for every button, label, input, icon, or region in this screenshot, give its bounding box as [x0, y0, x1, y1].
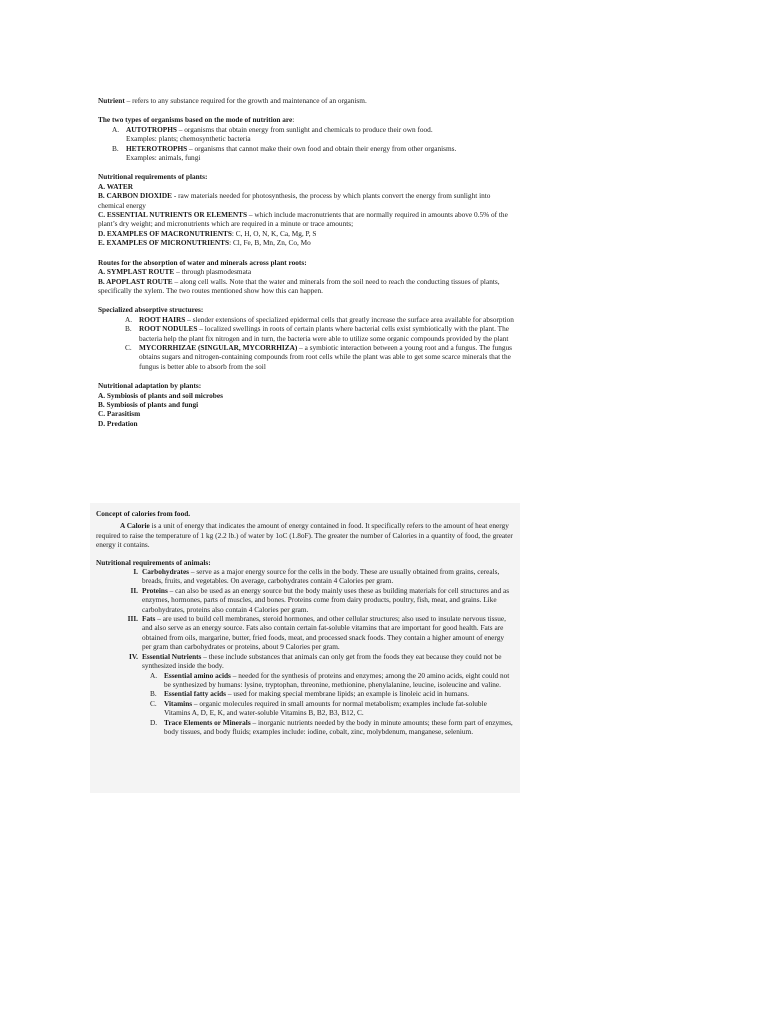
term-apoplast: B. APOPLAST ROUTE: [98, 276, 173, 286]
nutrient-term: Nutrient: [98, 96, 125, 105]
list-item-root-hairs: [98, 315, 514, 324]
list-item-trace-elements: [96, 718, 514, 737]
route-symplast: [98, 267, 514, 276]
req-water: A. WATER: [98, 181, 134, 191]
term-amino-acids: Essential amino acids: [164, 670, 231, 680]
routes-section: [98, 258, 514, 296]
list-item-root-nodules: [98, 324, 514, 343]
examples-autotrophs: Examples: plants; chemosynthetic bacteria: [126, 134, 251, 144]
list-item-essential-nutrients: [96, 652, 514, 671]
term-calorie: A Calorie: [120, 521, 150, 531]
animal-requirements-list: [96, 567, 514, 670]
def-proteins: – can also be used as an energy source but the body mainly uses these as building materials for cell structures and as enzymes, hormones, parts of muscles, and bones. Proteins come from dairy products, poultry, fish, meat, and grains. Like carbohydrates, proteins also contain 4 Calories per gram.: [142, 585, 510, 614]
def-essential: – which include macronutrients that are normally required in amounts above 0.5% of the plant’s dry weight; and micronutrients which are required in a minute or trace amounts;: [98, 210, 508, 229]
list-label: A.: [150, 670, 158, 680]
list-item-autotrophs: [98, 125, 514, 144]
route-apoplast: [98, 277, 514, 296]
absorptive-heading: Specialized absorptive structures:: [98, 305, 204, 315]
term-macro: D. EXAMPLES OF MACRONUTRIENTS: [98, 228, 232, 238]
def-trace-elements: – inorganic nutrients needed by the body in minute amounts; these form part of enzymes, body tissues, and body fluids; examples include: iodine, cobalt, zinc, molybdenum, manganese, selenium.: [164, 717, 513, 736]
list-item-amino-acids: [96, 671, 514, 690]
list-item-proteins: [96, 586, 514, 614]
def-root-nodules: – localized swellings in roots of certain plants where bacterial cells exist symbiotically with the plant. The bacteria help the plant fix nitrogen and in turn, the bacteria were able to utilize some organic compounds provided by the plant: [139, 324, 509, 343]
def-carbohydrates: – serve as a major energy source for the cells in the body. These are usually obtained from grains, cereals, breads, fruits, and vegetables. On average, carbohydrates contain 4 Calories per gram.: [142, 567, 500, 586]
nutrient-def: – refers to any substance required for the growth and maintenance of an organism.: [124, 96, 367, 105]
document-page-1: [98, 96, 514, 438]
term-trace-elements: Trace Elements or Minerals: [164, 717, 251, 727]
plant-requirements-heading: Nutritional requirements of plants:: [98, 172, 208, 182]
adaptation-heading: Nutritional adaptation by plants:: [98, 381, 202, 391]
def-symplast: – through plasmodesmata: [174, 267, 252, 277]
term-proteins: Proteins: [142, 585, 168, 595]
term-essential: C. ESSENTIAL NUTRIENTS OR ELEMENTS: [98, 210, 248, 220]
term-autotrophs: AUTOTROPHS: [126, 124, 177, 134]
plant-requirements-section: [98, 172, 514, 247]
req-co2: [98, 191, 514, 210]
def-amino-acids: – needed for the synthesis of proteins and enzymes; among the 20 amino acids, eight could not be synthesized by humans: lysine, tryptophan, threonine, methionine, phenylalanine, leucine, isoleucine and valine.: [164, 670, 510, 689]
list-label: A.: [112, 124, 120, 134]
def-micro: : Cl, Fe, B, Mn, Zn, Co, Mo: [229, 238, 311, 248]
list-item-fats: [96, 614, 514, 652]
def-macro: : C, H, O, N, K, Ca, Mg, P, S: [231, 228, 317, 238]
term-co2: B. CARBON DIOXIDE: [98, 191, 172, 201]
list-item-heterotrophs: [98, 144, 514, 163]
list-label: D.: [150, 717, 158, 727]
adaptation-item: A. Symbiosis of plants and soil microbes: [98, 390, 223, 400]
adaptation-item: D. Predation: [98, 418, 138, 428]
list-label: B.: [112, 143, 119, 153]
term-mycorrhizae: MYCORRHIZAE (SINGULAR, MYCORRHIZA): [139, 342, 298, 352]
examples-heterotrophs: Examples: animals, fungi: [126, 153, 201, 163]
list-item-mycorrhizae: [98, 343, 514, 371]
def-vitamins: – organic molecules required in small amounts for normal metabolism; examples include fat-soluble Vitamins A, D, E, K, and water-soluble Vitamins B, B2, B3, B12, C.: [164, 698, 487, 718]
def-fatty-acids: – used for making special membrane lipids; an example is linoleic acid in humans.: [226, 689, 469, 699]
document-page-2: [90, 503, 520, 793]
list-label: II.: [130, 585, 138, 595]
def-root-hairs: – slender extensions of specialized epidermal cells that greatly increase the surface area available for absorption: [185, 314, 514, 324]
req-essential: [98, 210, 514, 229]
term-fats: Fats: [142, 614, 156, 624]
term-root-hairs: ROOT HAIRS: [139, 314, 186, 324]
list-label: C.: [125, 342, 132, 352]
essential-nutrients-sublist: [96, 671, 514, 737]
list-item-vitamins: [96, 699, 514, 718]
def-autotrophs: – organisms that obtain energy from sunlight and chemicals to produce their own food.: [176, 124, 433, 134]
def-mycorrhizae: – a symbiotic interaction between a young root and a fungus. The fungus obtains sugars and nitrogen-containing compounds from root cells while the plant was able to get some scarce minerals that the fungus is better able to absorb from the soil: [139, 342, 512, 371]
def-essential-nutrients: – these include substances that animals can only get from the foods they eat because they could not be synthesized inside the body.: [142, 651, 502, 671]
def-calorie: is a unit of energy that indicates the amount of energy contained in food. It specifically refers to the amount of heat energy required to raise the temperature of 1 kg (2.2 lb.) of water by 1oC (1.8oF). The greater the number of Calories in a quantity of food, the greater energy it contains.: [96, 521, 513, 550]
def-apoplast: – along cell walls. Note that the water and minerals from the soil need to reach the conducting tissues of plants, specifically the xylem. The two routes mentioned show how this can happen.: [98, 276, 500, 295]
absorptive-section: [98, 305, 514, 371]
calories-paragraph: [96, 521, 514, 549]
def-co2: - raw materials needed for photosynthesis, the process by which plants convert the energy from sunlight into chemical energy: [98, 191, 491, 210]
req-macro: [98, 229, 514, 238]
term-heterotrophs: HETEROTROPHS: [126, 143, 188, 153]
list-label: III.: [127, 614, 138, 624]
routes-heading: Routes for the absorption of water and minerals across plant roots:: [98, 257, 307, 267]
list-label: C.: [150, 698, 157, 708]
list-item-carbohydrates: [96, 567, 514, 586]
nutrition-modes-section: The two types of organisms based on the mode of nutrition are: A. AUTOTROPHS – organisms that obtain energy from sunlight and chemicals to produce their own food. Examples: plants; chemosynthetic bacteria B. HETEROTROPHS – organisms that cannot make their own food and obtain their energy from other organisms. Examples: animals, fungi: [98, 115, 514, 162]
term-symplast: A. SYMPLAST ROUTE: [98, 267, 175, 277]
animal-requirements-heading: Nutritional requirements of animals:: [96, 557, 211, 567]
list-label: A.: [125, 314, 133, 324]
def-heterotrophs: – organisms that cannot make their own food and obtain their energy from other organisms.: [187, 143, 457, 153]
list-label: I.: [133, 567, 138, 577]
term-root-nodules: ROOT NODULES: [139, 324, 198, 334]
nutrient-definition: [98, 96, 514, 105]
calories-heading: Concept of calories from food.: [96, 509, 191, 518]
term-micro: E. EXAMPLES OF MICRONUTRIENTS: [98, 238, 230, 248]
list-label: IV.: [129, 651, 138, 661]
def-fats: – are used to build cell membranes, steroid hormones, and other cellular structures; also used to insulate nervous tissue, and also serve as an energy source. Fats also contain certain fat-soluble vitamins that are important for good health. Fats are obtained from oils, margarine, butter, fried foods, meat, and processed snack foods. They contain a higher amount of energy per gram than carbohydrates or proteins, about 9 Calories per gram.: [142, 614, 506, 652]
term-carbohydrates: Carbohydrates: [142, 567, 190, 577]
term-vitamins: Vitamins: [164, 698, 193, 708]
adaptation-section: [98, 381, 514, 428]
list-item-fatty-acids: [96, 689, 514, 698]
adaptation-item: C. Parasitism: [98, 409, 141, 419]
term-fatty-acids: Essential fatty acids: [164, 689, 227, 699]
list-label: B.: [125, 324, 132, 334]
adaptation-item: B. Symbiosis of plants and fungi: [98, 399, 199, 409]
list-label: B.: [150, 689, 157, 699]
term-essential-nutrients: Essential Nutrients: [142, 651, 202, 661]
req-micro: [98, 238, 514, 247]
nutrition-modes-heading: The two types of organisms based on the mode of nutrition are: [98, 115, 293, 125]
